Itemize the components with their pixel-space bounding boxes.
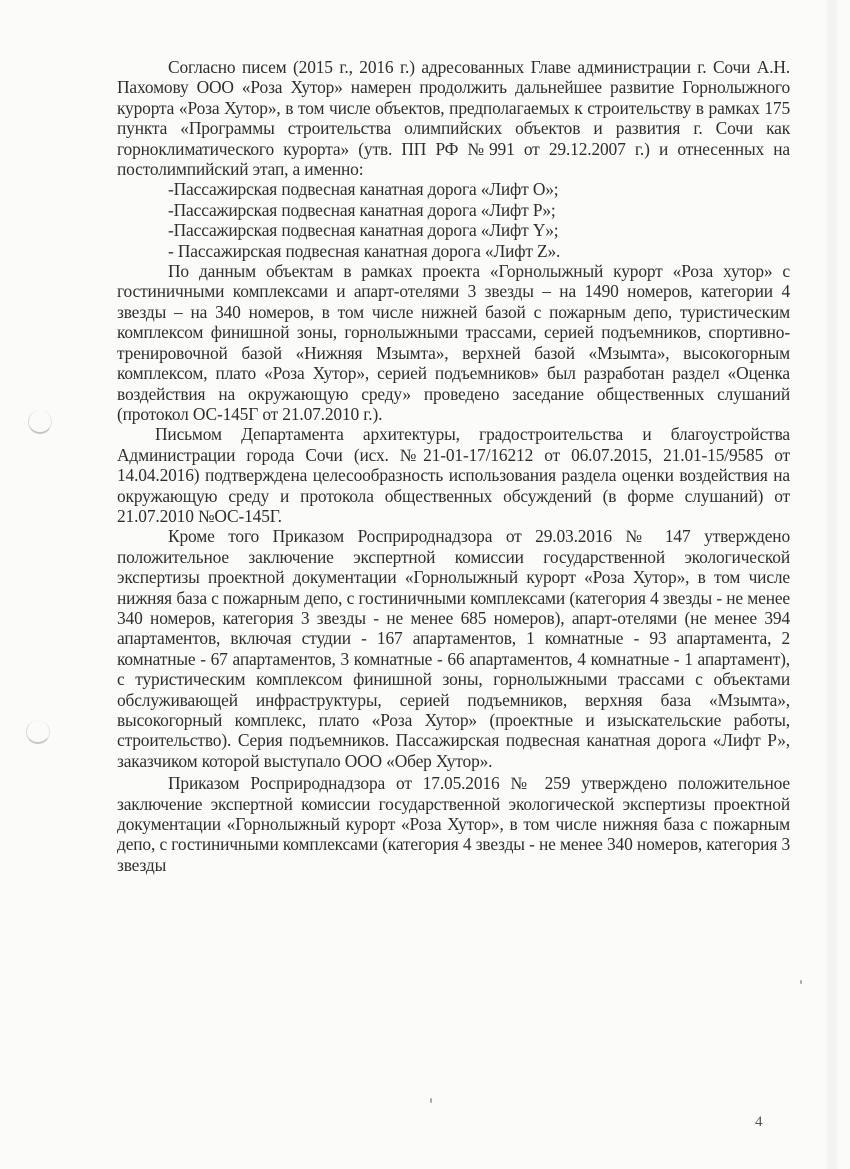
paragraph-order-147: Кроме того Приказом Росприроднадзора от 29.03.2016 № 147 утверждено положительное заключение экспертной комиссии государственной экологической экспертизы проектной документации «Горнолыжный курорт «Роза Хутор», в том числе нижняя база с пожарным депо, с гостиничными комплексами (категория 4 звезды - не менее 340 номеров, категория 3 звезды - не менее 685 номеров), апарт-отелями (не менее 394 апартаментов, включая студии - 167 апартаментов, 1 комнатные - 93 апартамента, 2 комнатные - 67 апартаментов, 3 комнатные - 66 апартаментов, 4 комнатные - 1 апартамент), с туристическим комплексом финишной зоны, горнолыжными трассами с объектами обслуживающей инфраструктуры, серией подъемников, верхняя база «Мзымта», высокогорный комплекс, плато «Роза Хутор» (проектные и изыскательские работы, строительство). Серия подъемников. Пассажирская подвесная канатная дорога «Лифт Р», заказчиком которой выступало ООО «Обер Хутор». xyxy=(117,526,790,771)
paragraph-ovos: По данным объектам в рамках проекта «Горнолыжный курорт «Роза хутор» с гостиничными комплексами и апарт-отелями 3 звезды – на 1490 номеров, категории 4 звезды – на 340 номеров, в том числе нижней базой с пожарным депо, туристическим комплексом финишной зоны, горнолыжными трассами, серией подъемников, спортивно-тренировочной базой «Нижняя Мзымта», верхней базой «Мзымта», высокогорным комплексом, плато «Роза Хутор», серией подъемников» был разработан раздел «Оценка воздействия на окружающую среду» проведено заседание общественных слушаний (протокол ОС-145Г от 21.07.2010 г.). xyxy=(117,261,790,424)
list-item-lift-o: -Пассажирская подвесная канатная дорога «Лифт О»; xyxy=(168,179,559,200)
paragraph-department-letter: Письмом Департамента архитектуры, градостроительства и благоустройства Администрации города Сочи (исх. №21-01-17/16212 от 06.07.2015, 21.01-15/9585 от 14.04.2016) подтверждена целесообразность использования раздела оценки воздействия на окружающую среду и протокола общественных обсуждений (в форме слушаний) от 21.07.2010 №ОС-145Г. xyxy=(117,424,790,526)
scan-speck xyxy=(800,980,802,984)
document-body xyxy=(117,57,790,875)
list-item-lift-y: -Пассажирская подвесная канатная дорога «Лифт Y»; xyxy=(168,220,559,241)
scan-speck xyxy=(430,1098,432,1103)
punch-hole-mark xyxy=(26,720,50,744)
list-item-lift-p: -Пассажирская подвесная канатная дорога «Лифт P»; xyxy=(168,199,556,220)
punch-hole-mark xyxy=(28,410,52,434)
paragraph-intro: Согласно писем (2015 г., 2016 г.) адресованных Главе администрации г. Сочи А.Н. Пахомову ООО «Роза Хутор» намерен продолжить дальнейшее развитие Горнолыжного курорта «Роза Хутор», в том числе объектов, предполагаемых к строительству в рамках 175 пункта «Программы строительства олимпийских объектов и развития г. Сочи как горноклиматического курорта» (утв. ПП РФ №991 от 29.12.2007 г.) и отнесенных на постолимпийский этап, а именно: xyxy=(117,57,790,180)
page-number: 4 xyxy=(755,1114,763,1130)
paragraph-order-259: Приказом Росприроднадзора от 17.05.2016 № 259 утверждено положительное заключение экспертной комиссии государственной экологической экспертизы проектной документации «Горнолыжный курорт «Роза Хутор», в том числе нижняя база с пожарным депо, с гостиничными комплексами (категория 4 звезды - не менее 340 номеров, категория 3 звезды xyxy=(117,773,790,875)
list-item-lift-z: - Пассажирская подвесная канатная дорога «Лифт Z». xyxy=(168,240,561,261)
scan-edge-shadow xyxy=(826,0,838,1169)
